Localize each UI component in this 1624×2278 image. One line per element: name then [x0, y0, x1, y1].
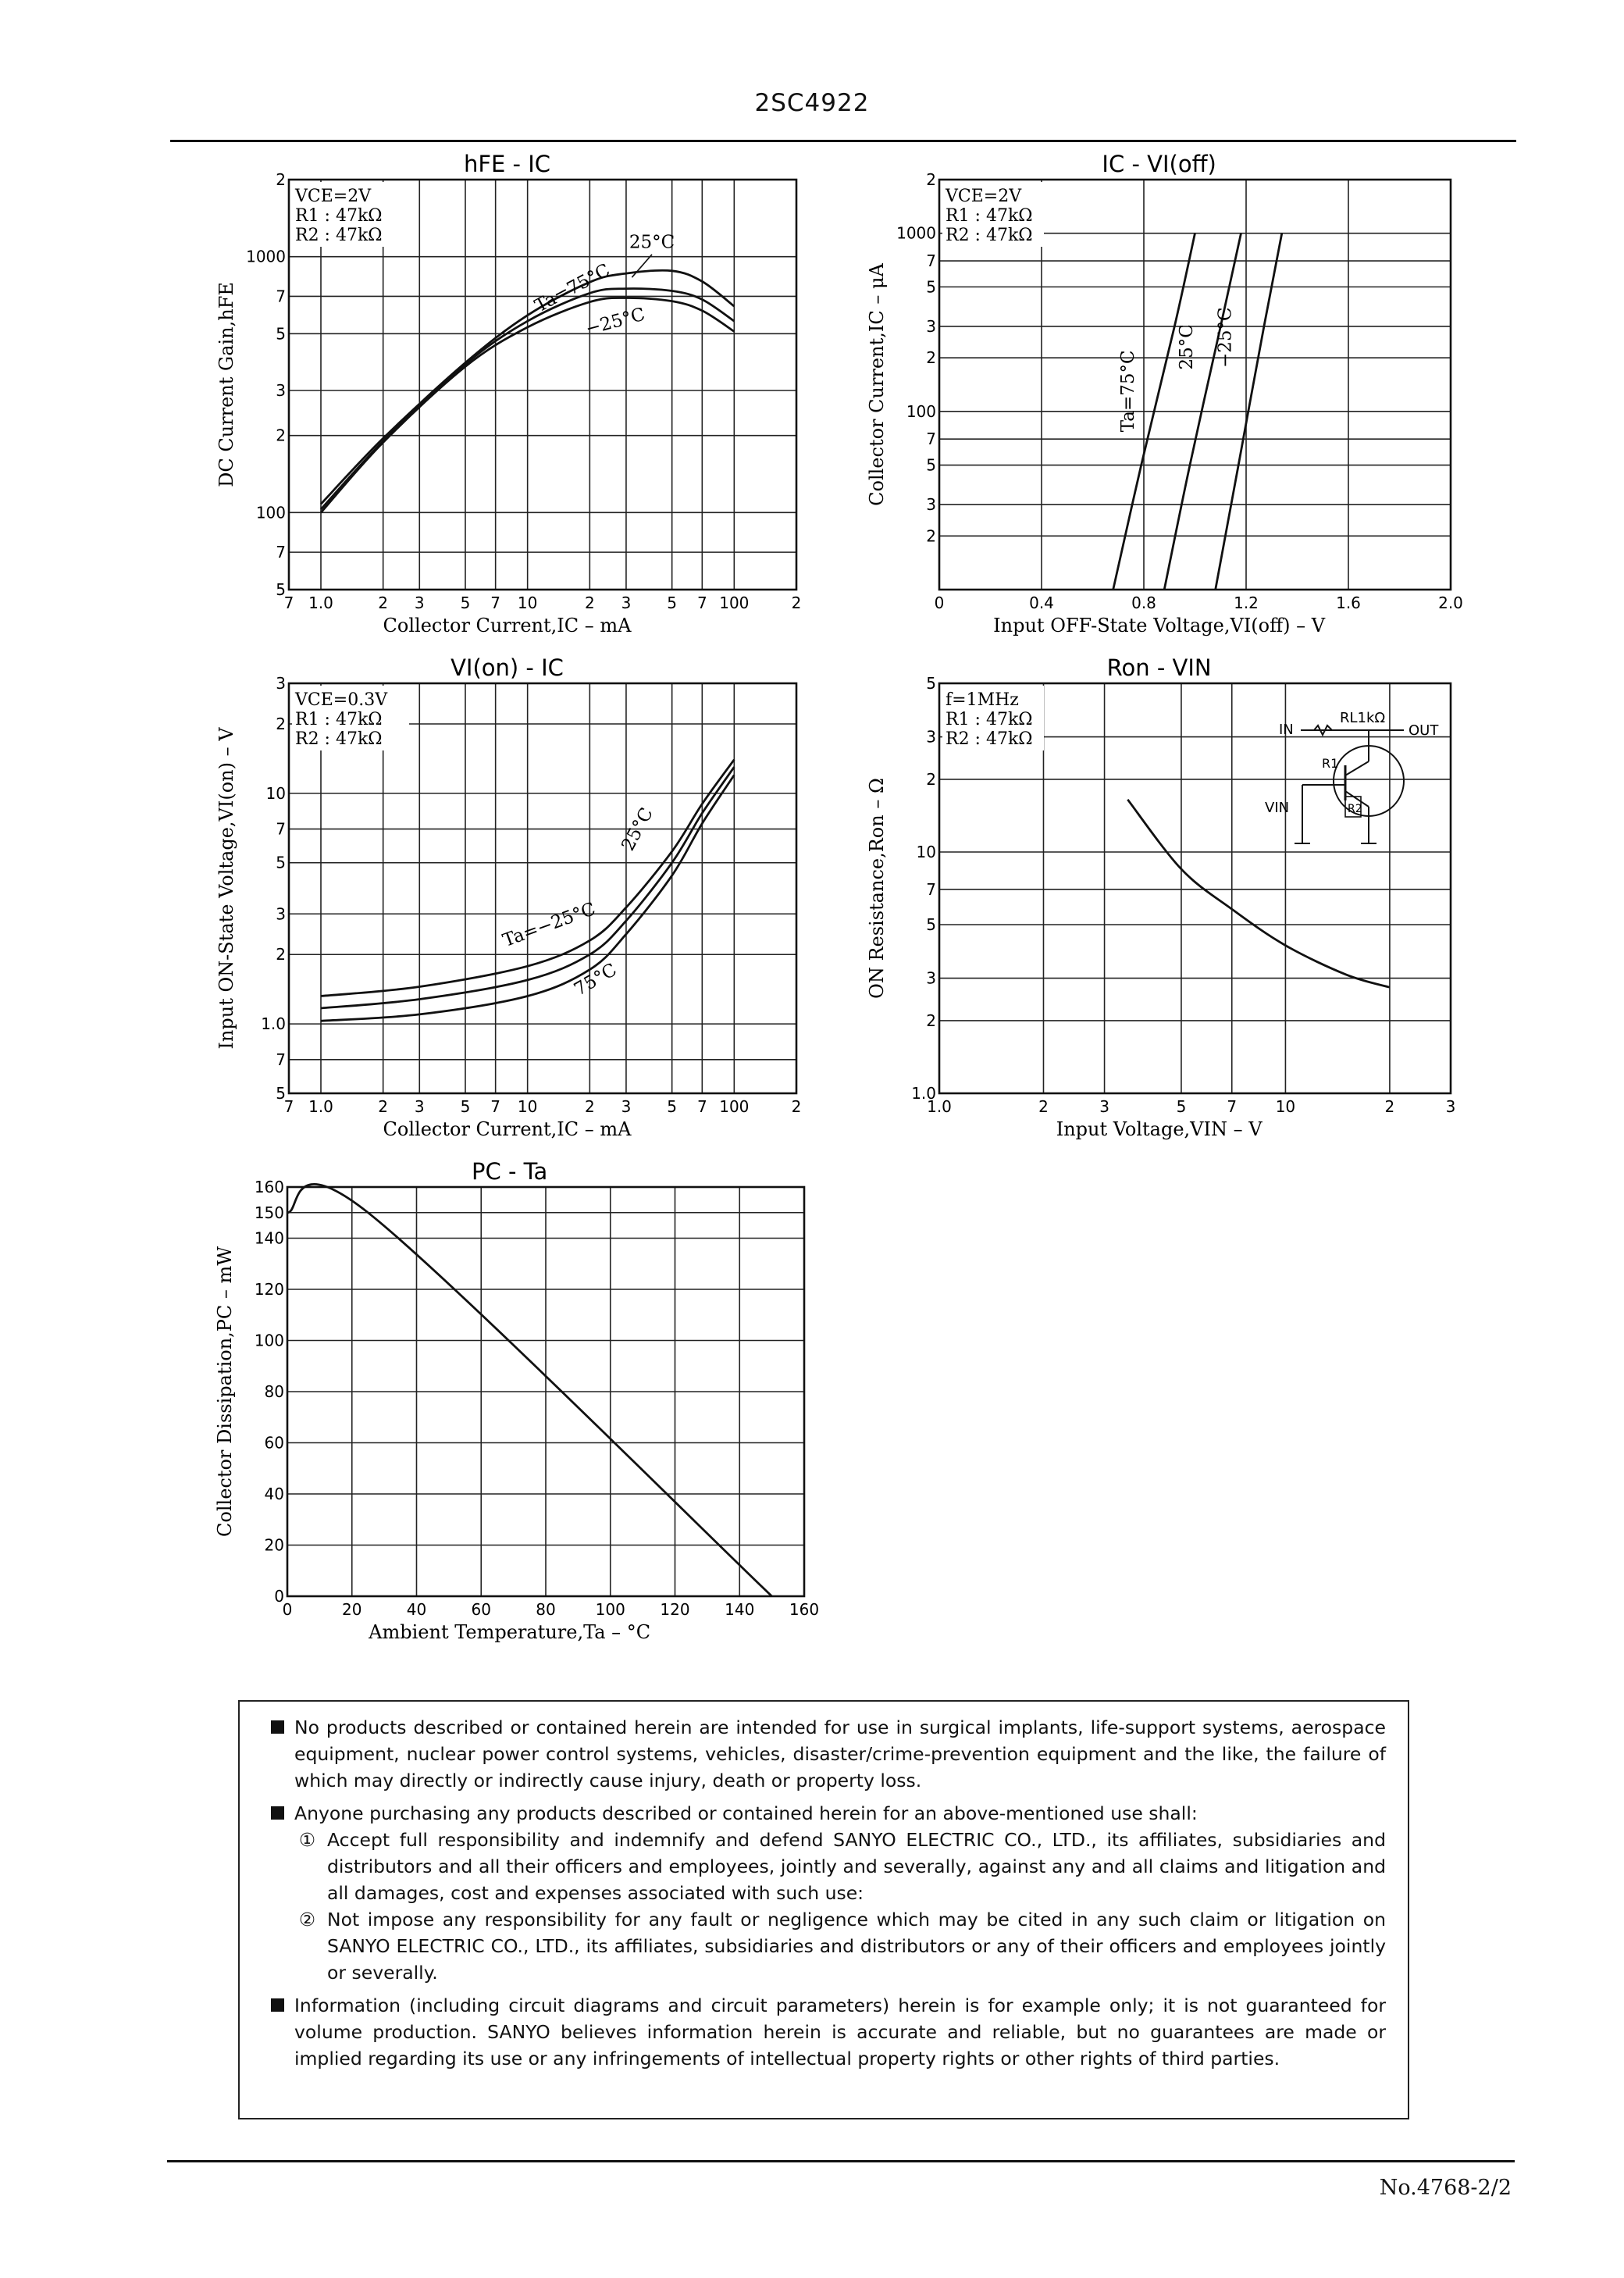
- ic-vioff-x-tick-label: 0.4: [1029, 594, 1054, 612]
- ron-vin-y-axis-label: ON Resistance,Ron – Ω: [866, 778, 888, 999]
- inset-label-rl: RL1kΩ: [1340, 710, 1386, 726]
- pc-ta-y-tick-label: 0: [274, 1587, 284, 1606]
- ic-vioff-y-tick-label: 5: [926, 277, 936, 297]
- vion-ic-curve-label: 75°C: [571, 959, 621, 1000]
- footer-rule: [167, 2160, 1515, 2162]
- ron-vin-y-tick-label: 2: [926, 769, 936, 789]
- ron-vin-x-tick-label: 3: [1445, 1097, 1456, 1116]
- hfe-ic-curve-label: −25°C: [583, 304, 647, 340]
- ic-vioff-curve-label: Ta=75°C: [1117, 350, 1138, 433]
- vion-ic-title: VI(on) - IC: [451, 654, 564, 681]
- vion-ic-condition: R1 : 47kΩ: [295, 710, 383, 729]
- pc-ta-y-tick-label: 150: [254, 1203, 284, 1222]
- vion-ic-y-tick-label: 3: [276, 904, 286, 924]
- disclaimer-item-1: [271, 1827, 1386, 1906]
- hfe-ic-y-tick-label: 5: [276, 580, 286, 599]
- ic-vioff-condition: VCE=2V: [946, 187, 1022, 206]
- ron-vin-title: Ron - VIN: [1106, 654, 1212, 681]
- pc-ta-y-tick-label: 20: [264, 1535, 284, 1555]
- hfe-ic-y-tick-label: 2: [276, 170, 286, 189]
- disclaimer-text-2: Anyone purchasing any products described or contained herein for an above-mentioned use shall:: [294, 1802, 1198, 1824]
- pc-ta-y-tick-label: 120: [254, 1280, 284, 1299]
- ic-vioff-x-axis-label: Input OFF-State Voltage,VI(off) – V: [993, 615, 1326, 636]
- vion-ic-x-tick-label: 2: [584, 1097, 595, 1116]
- page-number: No.4768-2/2: [1379, 2176, 1512, 2200]
- hfe-ic-leader-line: [632, 255, 652, 277]
- hfe-ic-x-tick-label: 1.0: [308, 594, 333, 612]
- pc-ta-x-tick-label: 60: [471, 1600, 491, 1619]
- ic-vioff-y-tick-label: 3: [926, 495, 936, 515]
- vion-ic-x-tick-label: 7: [283, 1097, 294, 1116]
- vion-ic-y-axis-label: Input ON-State Voltage,VI(on) – V: [215, 727, 237, 1050]
- ron-vin-x-tick-label: 2: [1384, 1097, 1395, 1116]
- pc-ta-x-tick-label: 20: [342, 1600, 362, 1619]
- pc-ta-y-tick-label: 40: [264, 1485, 284, 1503]
- ic-vioff-condition: R1 : 47kΩ: [946, 206, 1033, 226]
- hfe-ic-x-tick-label: 7: [696, 594, 707, 612]
- pc-ta-x-tick-label: 40: [406, 1600, 427, 1619]
- pc-ta-x-tick-label: 0: [282, 1600, 293, 1619]
- vion-ic-x-tick-label: 7: [696, 1097, 707, 1116]
- pc-ta-y-tick-label: 80: [264, 1382, 284, 1401]
- ic-vioff-x-tick-label: 1.2: [1234, 594, 1259, 612]
- inset-label-r2: R2: [1348, 803, 1362, 815]
- pc-ta-y-tick-label: 60: [264, 1433, 284, 1453]
- vion-ic-x-tick-label: 7: [490, 1097, 501, 1116]
- vion-ic-condition: R2 : 47kΩ: [295, 729, 383, 749]
- ron-vin-condition: R1 : 47kΩ: [946, 710, 1033, 729]
- ron-vin-y-tick-label: 5: [926, 674, 936, 693]
- inset-label-vin: VIN: [1265, 800, 1290, 816]
- ron-vin-x-tick-label: 2: [1038, 1097, 1049, 1116]
- circled-two-icon: ②: [299, 1909, 316, 1930]
- hfe-ic-x-tick-label: 5: [460, 594, 471, 612]
- hfe-ic-x-tick-label: 2: [378, 594, 389, 612]
- inset-collector-lead: [1345, 761, 1369, 775]
- vion-ic-x-tick-label: 5: [460, 1097, 471, 1116]
- hfe-ic-y-tick-label: 3: [276, 380, 286, 400]
- vion-ic-x-tick-label: 2: [791, 1097, 802, 1116]
- disclaimer-para-1: [271, 1714, 1386, 1794]
- hfe-ic-y-tick-label: 7: [276, 287, 286, 306]
- disclaimer-box: [238, 1700, 1409, 2119]
- disclaimer-text-3: Information (including circuit diagrams and circuit parameters) herein is for example only; it is not guaranteed for volume production. SANYO believes information herein is accurate and reliable, but no guarantees are made or implied regarding its use or any infringements of intellectual property rights or other rights of third parties.: [294, 1995, 1386, 2069]
- disclaimer-item-2: [271, 1906, 1386, 1986]
- vion-ic-y-tick-label: 1.0: [261, 1014, 286, 1034]
- hfe-ic-x-tick-label: 7: [490, 594, 501, 612]
- disclaimer-para-3: [271, 1992, 1386, 2072]
- ic-vioff-y-tick-label: 7: [926, 251, 936, 271]
- ic-vioff-x-tick-label: 2.0: [1438, 594, 1463, 612]
- inset-label-out: OUT: [1409, 722, 1439, 739]
- hfe-ic-condition: R1 : 47kΩ: [295, 206, 383, 226]
- disclaimer-para-2: [271, 1800, 1386, 1827]
- ic-vioff-y-tick-label: 2: [926, 170, 936, 189]
- ron-vin-x-axis-label: Input Voltage,VIN – V: [1056, 1118, 1263, 1140]
- vion-ic-curve-label: Ta=−25°C: [500, 899, 599, 951]
- vion-ic-y-tick-label: 10: [265, 783, 286, 803]
- hfe-ic-x-tick-label: 5: [667, 594, 678, 612]
- vion-ic-y-tick-label: 5: [276, 853, 286, 872]
- pc-ta-x-tick-label: 140: [725, 1600, 755, 1619]
- ron-vin-x-tick-label: 7: [1227, 1097, 1238, 1116]
- disclaimer-item-2-text: Not impose any responsibility for any fault or negligence which may be cited in any such claim or litigation on SANYO ELECTRIC CO., LTD., its affiliates, subsidiaries and distributors or any of their officers and employees jointly or severally.: [327, 1909, 1386, 1984]
- disclaimer-item-1-text: Accept full responsibility and indemnify and defend SANYO ELECTRIC CO., LTD., its affiliates, subsidiaries and distributors and all their officers and employees, jointly and severally, against any and all claims and litigation and all damages, cost and expenses associated with such use:: [327, 1829, 1386, 1904]
- vion-ic-x-tick-label: 2: [378, 1097, 389, 1116]
- vion-ic-y-tick-label: 5: [276, 1084, 286, 1103]
- hfe-ic-x-tick-label: 3: [414, 594, 425, 612]
- ic-vioff-y-tick-label: 3: [926, 316, 936, 336]
- hfe-ic-x-tick-label: 2: [584, 594, 595, 612]
- pc-ta-y-tick-label: 140: [254, 1228, 284, 1248]
- pc-ta-y-axis-label: Collector Dissipation,PC – mW: [214, 1246, 236, 1537]
- ic-vioff-curve-label: −25°C: [1215, 307, 1236, 368]
- pc-ta-x-tick-label: 160: [789, 1600, 820, 1619]
- ic-vioff-condition: R2 : 47kΩ: [946, 226, 1033, 245]
- hfe-ic-x-tick-label: 3: [621, 594, 632, 612]
- pc-ta-x-tick-label: 120: [660, 1600, 690, 1619]
- pc-ta-series-line: [287, 1184, 772, 1596]
- ron-vin-x-tick-label: 3: [1099, 1097, 1109, 1116]
- ic-vioff-y-tick-label: 2: [926, 348, 936, 368]
- vion-ic-x-tick-label: 100: [719, 1097, 750, 1116]
- disclaimer-text-1: No products described or contained herein are intended for use in surgical implants, life-support systems, aerospace equipment, nuclear power control systems, vehicles, disaster/crime-prevention equipment and the like, the failure of which may directly or indirectly cause injury, death or property loss.: [294, 1717, 1386, 1791]
- hfe-ic-y-tick-label: 2: [276, 426, 286, 445]
- vion-ic-y-tick-label: 2: [276, 945, 286, 964]
- vion-ic-x-axis-label: Collector Current,IC – mA: [383, 1118, 632, 1140]
- vion-ic-x-tick-label: 3: [414, 1097, 425, 1116]
- vion-ic-x-tick-label: 5: [667, 1097, 678, 1116]
- ron-vin-y-tick-label: 1.0: [911, 1084, 936, 1103]
- ic-vioff-y-axis-label: Collector Current,IC – μA: [866, 263, 888, 506]
- vion-ic-y-tick-label: 7: [276, 1050, 286, 1069]
- pc-ta-x-axis-label: Ambient Temperature,Ta – °C: [369, 1621, 651, 1643]
- inset-label-in: IN: [1279, 722, 1294, 738]
- vion-ic-x-tick-label: 3: [621, 1097, 632, 1116]
- hfe-ic-y-tick-label: 7: [276, 543, 286, 562]
- pc-ta-x-tick-label: 100: [595, 1600, 625, 1619]
- ic-vioff-x-tick-label: 1.6: [1336, 594, 1361, 612]
- hfe-ic-curve-label: 25°C: [629, 232, 675, 253]
- pc-ta-title: PC - Ta: [471, 1158, 548, 1185]
- vion-ic-x-tick-label: 1.0: [308, 1097, 333, 1116]
- hfe-ic-x-tick-label: 7: [283, 594, 294, 612]
- pc-ta-x-tick-label: 80: [536, 1600, 556, 1619]
- inset-label-r1: R1: [1322, 756, 1339, 771]
- hfe-ic-x-axis-label: Collector Current,IC – mA: [383, 615, 632, 636]
- bullet-icon: [271, 1720, 284, 1734]
- vion-ic-y-tick-label: 7: [276, 819, 286, 839]
- ron-vin-y-tick-label: 10: [916, 842, 936, 861]
- hfe-ic-y-tick-label: 1000: [246, 247, 286, 266]
- ic-vioff-curve-label: 25°C: [1177, 324, 1198, 370]
- ic-vioff-x-tick-label: 0: [934, 594, 945, 612]
- bullet-icon: [271, 1998, 284, 2012]
- hfe-ic-curve-label: Ta=75°C: [531, 260, 614, 317]
- vion-ic-y-tick-label: 3: [276, 674, 286, 693]
- ic-vioff-title: IC - VI(off): [1102, 151, 1216, 177]
- bullet-icon: [271, 1806, 284, 1820]
- ic-vioff-y-tick-label: 100: [906, 401, 936, 421]
- ron-vin-condition: R2 : 47kΩ: [946, 729, 1033, 749]
- ron-vin-condition: f=1MHz: [946, 690, 1019, 710]
- ron-vin-y-tick-label: 2: [926, 1011, 936, 1030]
- vion-ic-y-tick-label: 2: [276, 714, 286, 733]
- ron-vin-y-tick-label: 3: [926, 968, 936, 988]
- hfe-ic-y-tick-label: 100: [255, 503, 286, 522]
- ic-vioff-y-tick-label: 7: [926, 430, 936, 449]
- ic-vioff-y-tick-label: 2: [926, 526, 936, 546]
- ron-vin-x-tick-label: 5: [1176, 1097, 1187, 1116]
- ron-vin-y-tick-label: 7: [926, 879, 936, 899]
- hfe-ic-title: hFE - IC: [463, 151, 551, 177]
- hfe-ic-x-tick-label: 10: [517, 594, 538, 612]
- hfe-ic-condition: R2 : 47kΩ: [295, 226, 383, 245]
- vion-ic-x-tick-label: 10: [517, 1097, 538, 1116]
- document-title: 2SC4922: [754, 89, 870, 117]
- ron-vin-y-tick-label: 3: [926, 727, 936, 747]
- hfe-ic-x-tick-label: 2: [791, 594, 802, 612]
- hfe-ic-condition: VCE=2V: [295, 187, 372, 206]
- ron-vin-series-line: [1127, 800, 1390, 987]
- circled-one-icon: ①: [299, 1829, 316, 1851]
- pc-ta-y-tick-label: 160: [254, 1178, 284, 1196]
- hfe-ic-x-tick-label: 100: [719, 594, 750, 612]
- ron-vin-x-tick-label: 10: [1275, 1097, 1296, 1116]
- pc-ta-y-tick-label: 100: [254, 1331, 284, 1350]
- hfe-ic-y-tick-label: 5: [276, 324, 286, 344]
- hfe-ic-y-axis-label: DC Current Gain,hFE: [215, 282, 237, 487]
- ron-vin-x-tick-label: 1.0: [927, 1097, 952, 1116]
- ic-vioff-y-tick-label: 1000: [896, 223, 936, 243]
- vion-ic-curve-label: 25°C: [618, 804, 657, 854]
- vion-ic-condition: VCE=0.3V: [295, 690, 388, 710]
- ron-vin-y-tick-label: 5: [926, 915, 936, 935]
- ic-vioff-x-tick-label: 0.8: [1131, 594, 1156, 612]
- ic-vioff-y-tick-label: 5: [926, 455, 936, 475]
